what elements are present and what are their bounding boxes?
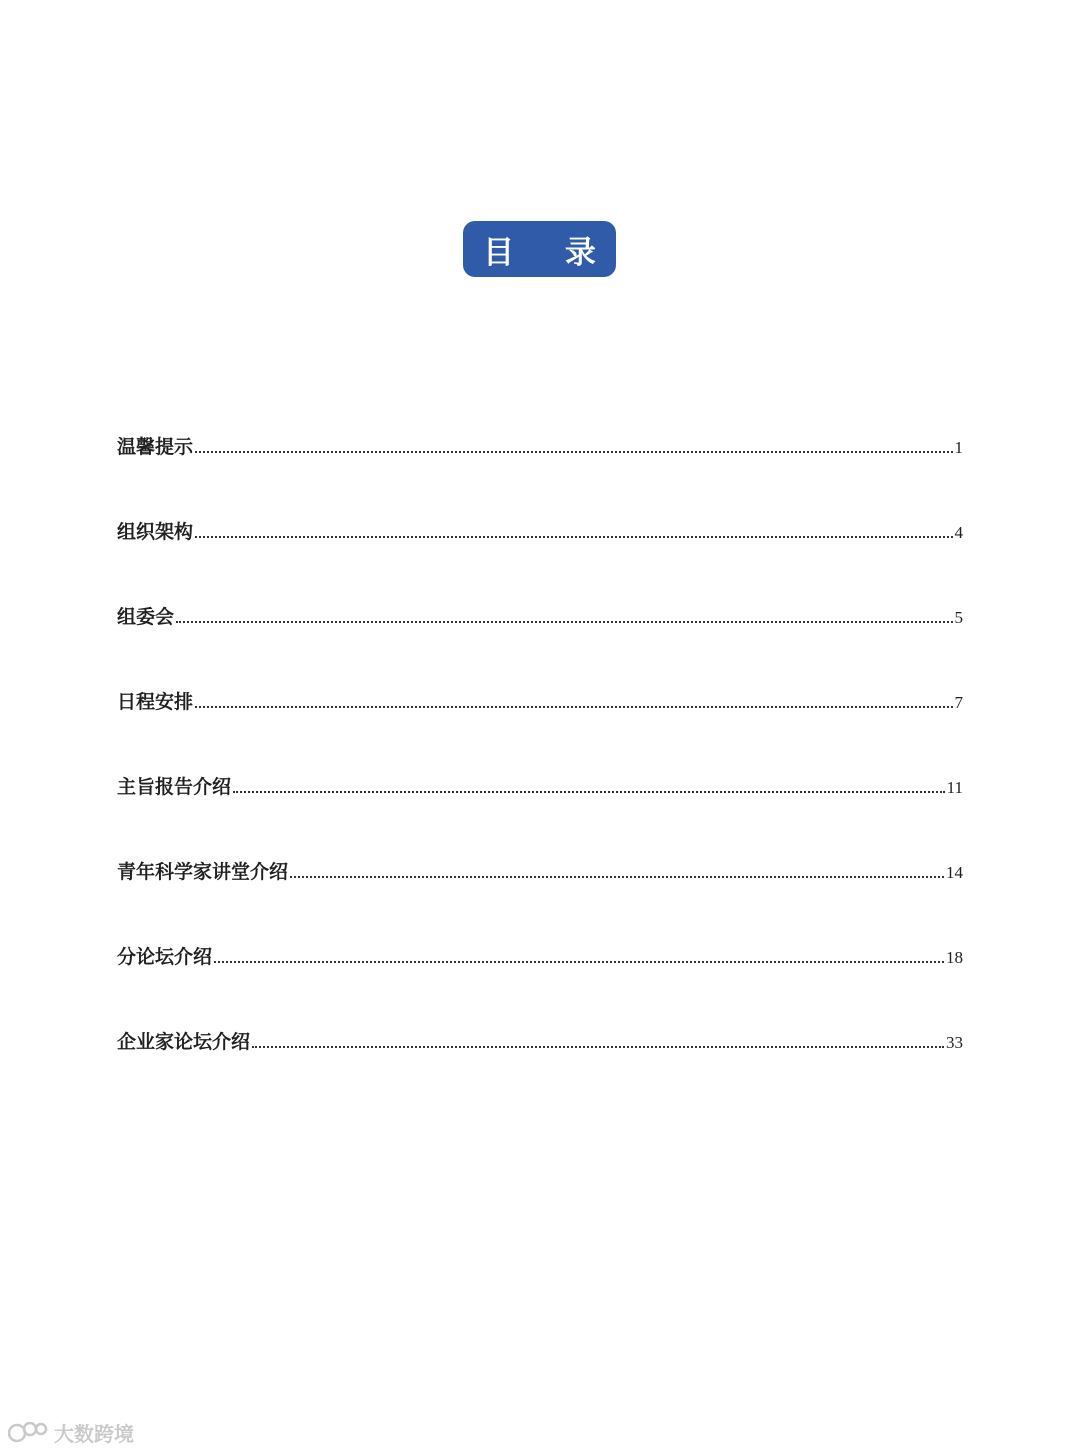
page-title-badge xyxy=(463,221,616,277)
page-title: 目 录 xyxy=(483,234,616,271)
toc-entry-page: 4 xyxy=(954,523,963,542)
toc-entry-page: 1 xyxy=(954,438,963,457)
toc-entry-page: 33 xyxy=(946,1033,963,1052)
toc-entry-title: 主旨报告介绍 xyxy=(117,776,232,798)
toc-entry-title: 组织架构 xyxy=(117,521,194,543)
watermark xyxy=(8,1418,134,1447)
toc-entry[interactable] xyxy=(117,884,963,969)
table-of-contents xyxy=(117,374,963,1054)
toc-dot-leader xyxy=(176,621,952,623)
toc-dot-leader xyxy=(195,536,952,538)
toc-entry-title: 日程安排 xyxy=(117,691,194,713)
toc-dot-leader xyxy=(195,706,952,708)
toc-entry[interactable] xyxy=(117,714,963,799)
toc-entry[interactable] xyxy=(117,459,963,544)
toc-entry-page: 5 xyxy=(954,608,963,627)
toc-dot-leader xyxy=(233,791,945,793)
toc-dot-leader xyxy=(195,451,952,453)
watermark-text: 大数跨境 xyxy=(54,1422,134,1446)
toc-entry-title: 企业家论坛介绍 xyxy=(117,1031,251,1053)
toc-entry-page: 11 xyxy=(946,778,963,797)
toc-entry-title: 组委会 xyxy=(117,606,175,628)
toc-entry-page: 14 xyxy=(946,863,963,882)
toc-entry-page: 7 xyxy=(954,693,963,712)
toc-entry-title: 青年科学家讲堂介绍 xyxy=(117,861,289,883)
toc-entry[interactable] xyxy=(117,629,963,714)
toc-dot-leader xyxy=(214,961,944,963)
toc-entry-title: 分论坛介绍 xyxy=(117,946,213,968)
toc-entry-page: 18 xyxy=(946,948,963,967)
toc-entry[interactable] xyxy=(117,799,963,884)
toc-dot-leader xyxy=(290,876,944,878)
toc-entry[interactable] xyxy=(117,544,963,629)
brand-logo-icon xyxy=(8,1420,48,1446)
toc-entry-title: 温馨提示 xyxy=(117,436,194,458)
toc-entry[interactable] xyxy=(117,969,963,1054)
toc-entry[interactable] xyxy=(117,374,963,459)
toc-dot-leader xyxy=(252,1046,944,1048)
